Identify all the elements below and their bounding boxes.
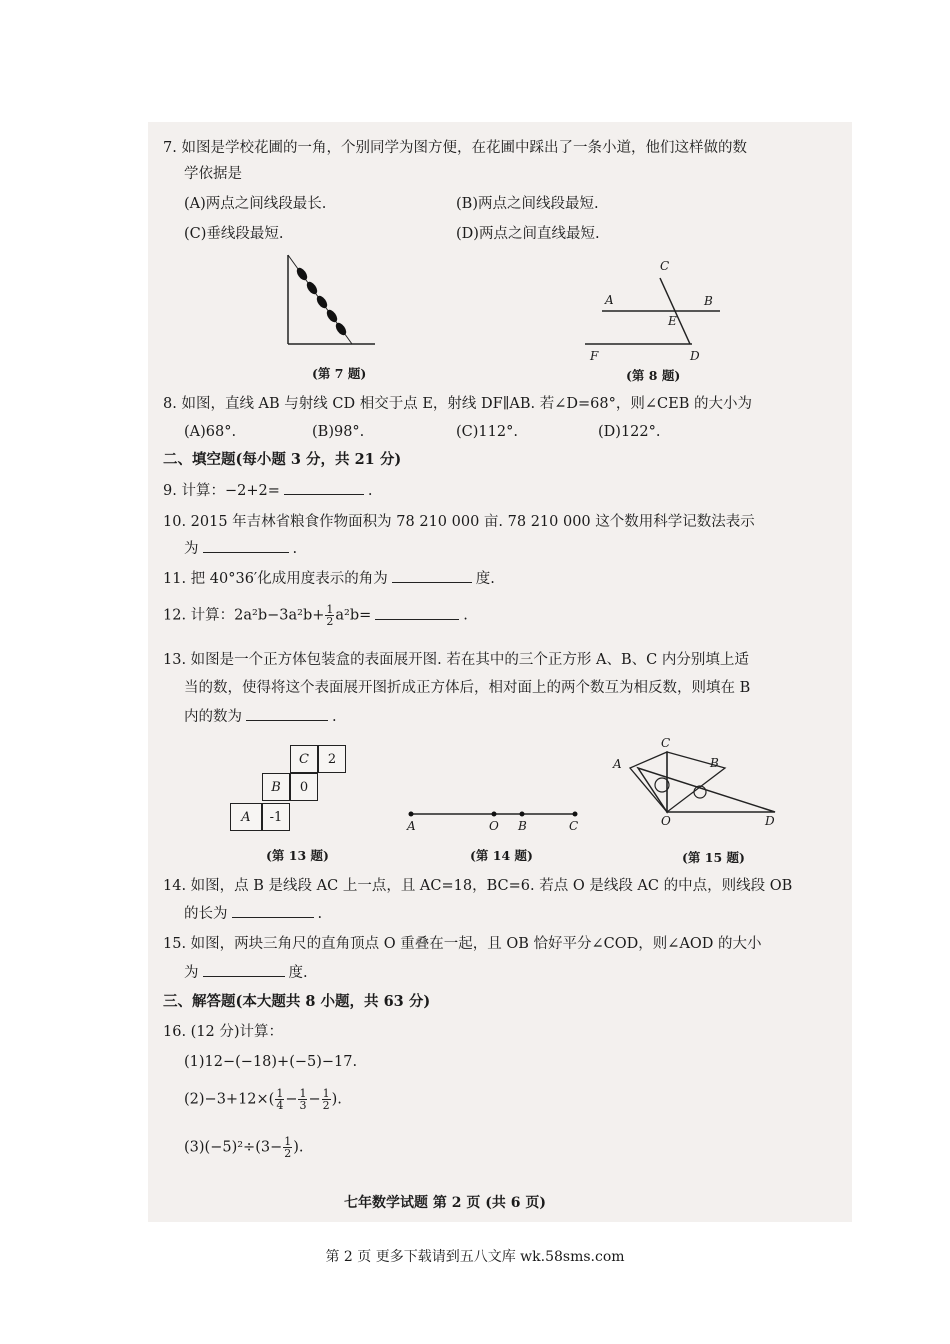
q12: [163, 604, 468, 627]
q16-p2-frac1-den: 4: [276, 1099, 284, 1112]
q16-part3: [184, 1136, 304, 1159]
section2-heading: 二、填空题(每小题 3 分，共 21 分): [163, 451, 402, 468]
q7-figure: [280, 250, 380, 350]
q12-answer-blank[interactable]: [375, 605, 459, 620]
q7-option-c: (C)垂线段最短.: [184, 226, 284, 242]
q8-label-d: D: [690, 349, 700, 363]
net-cell-b: B: [262, 773, 290, 801]
q16-p2-suffix: ).: [331, 1091, 342, 1108]
q12-end: .: [463, 607, 468, 624]
q15-line2: [184, 962, 308, 983]
q9-text: 9. 计算：−2+2=: [163, 483, 280, 499]
net-cell-c: C: [290, 745, 318, 773]
q13-line3: [184, 706, 337, 727]
q10-line2: [184, 538, 297, 559]
q14-label-o: O: [489, 819, 499, 833]
q14-end: .: [317, 906, 323, 922]
q13-end: .: [332, 709, 337, 725]
q8-option-d: (D)122°.: [598, 424, 661, 440]
q13-answer-blank[interactable]: [246, 706, 328, 721]
q15-end: 度.: [288, 965, 308, 981]
q7-line1: 7. 如图是学校花圃的一角，个别同学为图方便，在花圃中踩出了一条小道，他们这样做的数: [163, 140, 747, 156]
q15-line1: 15. 如图，两块三角尺的直角顶点 O 重叠在一起，且 OB 恰好平分∠COD，则∠AOD 的大小: [163, 936, 762, 952]
q16-p2-prefix: (2)−3+12×(: [184, 1091, 275, 1108]
q13-line1: 13. 如图是一个正方体包装盒的表面展开图. 若在其中的三个正方形 A、B、C 内分别填上适: [163, 652, 749, 668]
q9: [163, 480, 372, 501]
q8-line1: 8. 如图，直线 AB 与射线 CD 相交于点 E，射线 DF∥AB. 若∠D=68°，则∠CEB 的大小为: [163, 396, 752, 412]
q8-caption: (第 8 题): [626, 368, 681, 383]
q8-label-a: A: [605, 293, 614, 307]
q8-label-b: B: [704, 294, 713, 308]
q12-frac-den: 2: [326, 615, 334, 628]
q13-text: 内的数为: [184, 709, 242, 725]
q15-label-o: O: [661, 814, 671, 828]
q15-figure: [610, 740, 790, 830]
q10-line1: 10. 2015 年吉林省粮食作物面积为 78 210 000 亩. 78 210 000 这个数用科学记数法表示: [163, 514, 755, 530]
q16-part1: (1)12−(−18)+(−5)−17.: [184, 1054, 358, 1070]
download-note: 第 2 页 更多下载请到五八文库 wk.58sms.com: [325, 1249, 625, 1265]
q15-text: 为: [184, 965, 199, 981]
q16-part2: [184, 1088, 342, 1111]
q16-p2-frac3-num: 1: [322, 1087, 330, 1100]
page-footer: 七年数学试题 第 2 页 (共 6 页): [344, 1195, 546, 1211]
q7-option-b: (B)两点之间线段最短.: [456, 196, 599, 212]
q15-answer-blank[interactable]: [203, 962, 285, 977]
net-cell-2: 2: [318, 745, 346, 773]
q10-text: 为: [184, 541, 199, 557]
q11-answer-blank[interactable]: [392, 568, 472, 583]
q7-caption: (第 7 题): [312, 366, 367, 381]
q15-label-a: A: [613, 757, 622, 771]
q12-frac-num: 1: [326, 603, 334, 616]
q16-p3-frac-den: 2: [284, 1147, 292, 1160]
q16-p2-frac3-den: 2: [322, 1099, 330, 1112]
q14-label-a: A: [407, 819, 416, 833]
q16-p3-suffix: ).: [293, 1139, 304, 1156]
q16-p2-frac2-num: 1: [299, 1087, 307, 1100]
q8-option-c: (C)112°.: [456, 424, 518, 440]
q7-line2: 学依据是: [184, 166, 242, 182]
q16-p3-frac-num: 1: [284, 1135, 292, 1148]
q16-p2-frac1: [275, 1088, 284, 1111]
q16-p2-minus2: −: [308, 1091, 321, 1108]
q7-option-a: (A)两点之间线段最长.: [184, 196, 327, 212]
net-cell-a: A: [230, 803, 262, 831]
q12-fraction: [325, 604, 334, 627]
q15-label-c: C: [661, 736, 671, 750]
q16-p3-frac: [283, 1136, 292, 1159]
q8-label-f: F: [590, 349, 599, 363]
q16-p2-frac1-num: 1: [276, 1087, 284, 1100]
q11-text: 11. 把 40°36′化成用度表示的角为: [163, 571, 388, 587]
q16-p2-frac2-den: 3: [299, 1099, 307, 1112]
net-cell-neg1: -1: [262, 803, 290, 831]
q14-caption: (第 14 题): [470, 848, 533, 863]
q12-suffix: a²b=: [335, 607, 372, 624]
section3-heading: 三、解答题(本大题共 8 小题，共 63 分): [163, 993, 431, 1010]
q10-end: .: [292, 541, 298, 557]
q14-text: 的长为: [184, 906, 228, 922]
q14-line2: [184, 903, 322, 924]
q16-p2-minus1: −: [285, 1091, 298, 1108]
q16-p2-frac2: [298, 1088, 307, 1111]
q16-title: 16. (12 分)计算：: [163, 1024, 284, 1040]
q14-label-b: B: [518, 819, 527, 833]
q15-caption: (第 15 题): [682, 850, 745, 865]
q7-option-d: (D)两点之间直线最短.: [456, 226, 600, 242]
q16-p3-prefix: (3)(−5)²÷(3−: [184, 1139, 283, 1156]
q16-p2-frac3: [322, 1088, 331, 1111]
q11-end: 度.: [475, 571, 495, 587]
q8-label-c: C: [660, 259, 670, 273]
q10-answer-blank[interactable]: [203, 538, 289, 553]
q13-caption: (第 13 题): [266, 848, 329, 863]
q8-option-a: (A)68°.: [184, 424, 237, 440]
q8-option-b: (B)98°.: [312, 424, 365, 440]
net-cell-0: 0: [290, 773, 318, 801]
q14-label-c: C: [569, 819, 579, 833]
q15-label-d: D: [765, 814, 775, 828]
q13-line2: 当的数，使得将这个表面展开图折成正方体后，相对面上的两个数互为相反数，则填在 B: [184, 680, 751, 696]
q9-end: .: [367, 483, 373, 499]
q14-line1: 14. 如图，点 B 是线段 AC 上一点，且 AC=18，BC=6. 若点 O 是线段 AC 的中点，则线段 OB: [163, 878, 793, 894]
q9-answer-blank[interactable]: [284, 480, 364, 495]
q14-answer-blank[interactable]: [232, 903, 314, 918]
q15-label-b: B: [710, 756, 719, 770]
q12-prefix: 12. 计算：2a²b−3a²b+: [163, 607, 325, 624]
q8-label-e: E: [668, 314, 677, 328]
q11: [163, 568, 495, 589]
